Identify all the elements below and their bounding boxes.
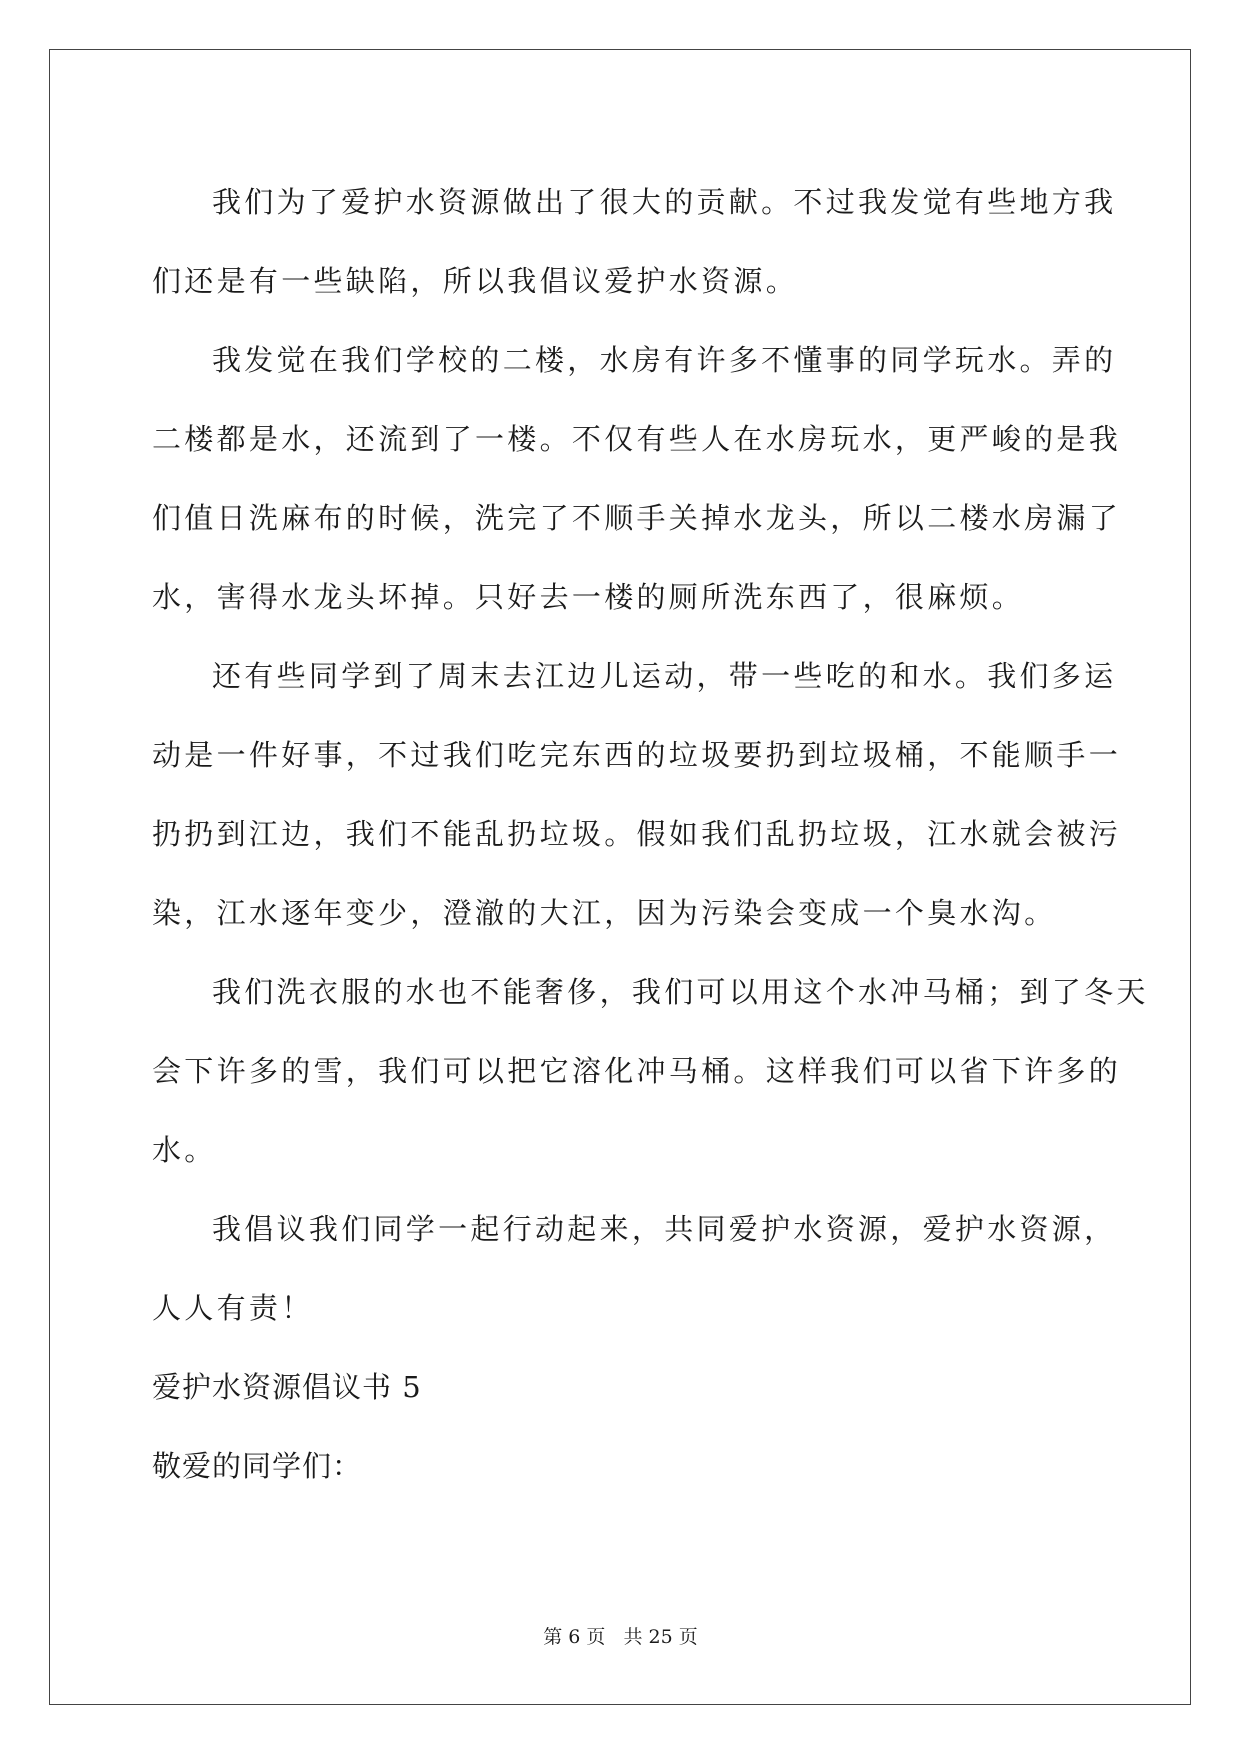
- text-line: 水，害得水龙头坏掉。只好去一楼的厕所洗东西了，很麻烦。: [152, 580, 1025, 614]
- text-line: 我发觉在我们学校的二楼，水房有许多不懂事的同学玩水。弄的: [212, 343, 1117, 377]
- text-line: 水。: [152, 1133, 217, 1167]
- text-line: 们值日洗麻布的时候，洗完了不顺手关掉水龙头，所以二楼水房漏了: [152, 501, 1122, 535]
- text-line: 会下许多的雪，我们可以把它溶化冲马桶。这样我们可以省下许多的: [152, 1054, 1122, 1088]
- text-line: 人人有责！: [152, 1291, 314, 1325]
- section-heading: 爱护水资源倡议书 5: [152, 1370, 422, 1404]
- paragraph-1: [152, 163, 1117, 321]
- text-line: 还有些同学到了周末去江边儿运动，带一些吃的和水。我们多运: [212, 659, 1117, 693]
- page-number: 第 6 页: [543, 1626, 606, 1648]
- text-line: 我们洗衣服的水也不能奢侈，我们可以用这个水冲马桶；到了冬天: [212, 975, 1149, 1009]
- text-line: 们还是有一些缺陷，所以我倡议爱护水资源。: [152, 264, 799, 298]
- text-line: 二楼都是水，还流到了一楼。不仅有些人在水房玩水，更严峻的是我: [152, 422, 1122, 456]
- paragraph-3: [152, 637, 1122, 953]
- text-line: 我们为了爱护水资源做出了很大的贡献。不过我发觉有些地方我: [212, 185, 1117, 219]
- text-line: 我倡议我们同学一起行动起来，共同爱护水资源，爱护水资源，: [212, 1212, 1117, 1246]
- salutation: 敬爱的同学们：: [152, 1449, 363, 1483]
- text-line: 染，江水逐年变少，澄澈的大江，因为污染会变成一个臭水沟。: [152, 896, 1057, 930]
- text-line: 动是一件好事，不过我们吃完东西的垃圾要扔到垃圾桶，不能顺手一: [152, 738, 1122, 772]
- paragraph-4: [152, 953, 1149, 1190]
- paragraph-5: [152, 1190, 1117, 1348]
- paragraph-2: [152, 321, 1122, 637]
- text-line: 扔扔到江边，我们不能乱扔垃圾。假如我们乱扔垃圾，江水就会被污: [152, 817, 1122, 851]
- page-total: 共 25 页: [623, 1626, 698, 1648]
- page-footer: [0, 1622, 1241, 1649]
- document-body: [152, 163, 1149, 1506]
